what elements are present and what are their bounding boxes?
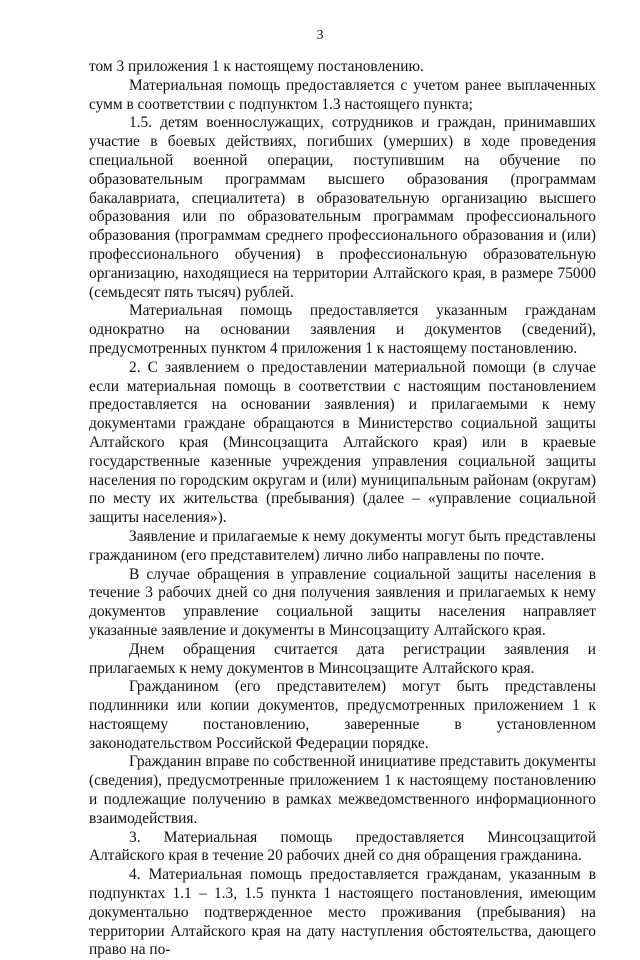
paragraph: 4. Материальная помощь предоставляется гражданам, указанным в подпунктах 1.1 – 1.3, 1.5 пункта 1 настоящего постановления, имеющим документально подтвержденное место проживания (пребывания) на территории Алтайского края на дату наступления обстоятельства, дающего право на по- — [89, 866, 596, 959]
paragraph: 2. С заявлением о предоставлении материальной помощи (в случае если материальная помощь в соответствии с настоящим постановлением предоставляется на основании заявления) и прилагаемыми к нему документами граждане обращаются в Министерство социальной защиты Алтайского края (Минсоцзащита Алтайского края) или в краевые государственные казенные учреждения управления социальной защиты населения по городским округам и (или) муниципальным районам (округам) по месту их жительства (пребывания) (далее – «управление социальной защиты населения»). — [89, 358, 596, 527]
paragraph: Днем обращения считается дата регистрации заявления и прилагаемых к нему документов в Минсоцзащите Алтайского края. — [89, 640, 596, 677]
paragraph: том 3 приложения 1 к настоящему постановлению. — [89, 58, 424, 75]
document-body — [89, 58, 596, 960]
paragraph: Заявление и прилагаемые к нему документы могут быть представлены гражданином (его представителем) лично либо направлены по почте. — [89, 527, 596, 564]
paragraph: 1.5. детям военнослужащих, сотрудников и граждан, принимавших участие в боевых действиях, погибших (умерших) в ходе проведения специальной военной операции, поступившим на обучение по образовательным программам высшего образования (программам бакалавриата, специалитета) в образовательную организацию высшего образования или по образовательным программам профессионального образования (программам среднего профессионального образования и (или) профессионального обучения) в профессиональную образовательную организацию, находящиеся на территории Алтайского края, в размере 75000 (семьдесят пять тысяч) рублей. — [89, 114, 596, 301]
page-number: 3 — [316, 28, 324, 43]
paragraph: Гражданин вправе по собственной инициативе представить документы (сведения), предусмотренные приложением 1 к настоящему постановлению и подлежащие получению в рамках межведомственного информационного взаимодействия. — [89, 753, 596, 827]
paragraph: Материальная помощь предоставляется с учетом ранее выплаченных сумм в соответствии с подпунктом 1.3 настоящего пункта; — [89, 76, 596, 113]
paragraph: В случае обращения в управление социальной защиты населения в течение 3 рабочих дней со дня получения заявления и прилагаемых к нему документов управление социальной защиты населения направляет указанные заявление и документы в Минсоцзащиту Алтайского края. — [89, 565, 596, 639]
paragraph: Материальная помощь предоставляется указанным гражданам однократно на основании заявления и документов (сведений), предусмотренных пунктом 4 приложения 1 к настоящему постановлению. — [89, 302, 596, 357]
paragraph: 3. Материальная помощь предоставляется Минсоцзащитой Алтайского края в течение 20 рабочих дней со дня обращения гражданина. — [89, 828, 596, 865]
paragraph: Гражданином (его представителем) могут быть представлены подлинники или копии документов, предусмотренных приложением 1 к настоящему постановлению, заверенные в установленном законодательством Российской Федерации порядке. — [89, 678, 596, 752]
